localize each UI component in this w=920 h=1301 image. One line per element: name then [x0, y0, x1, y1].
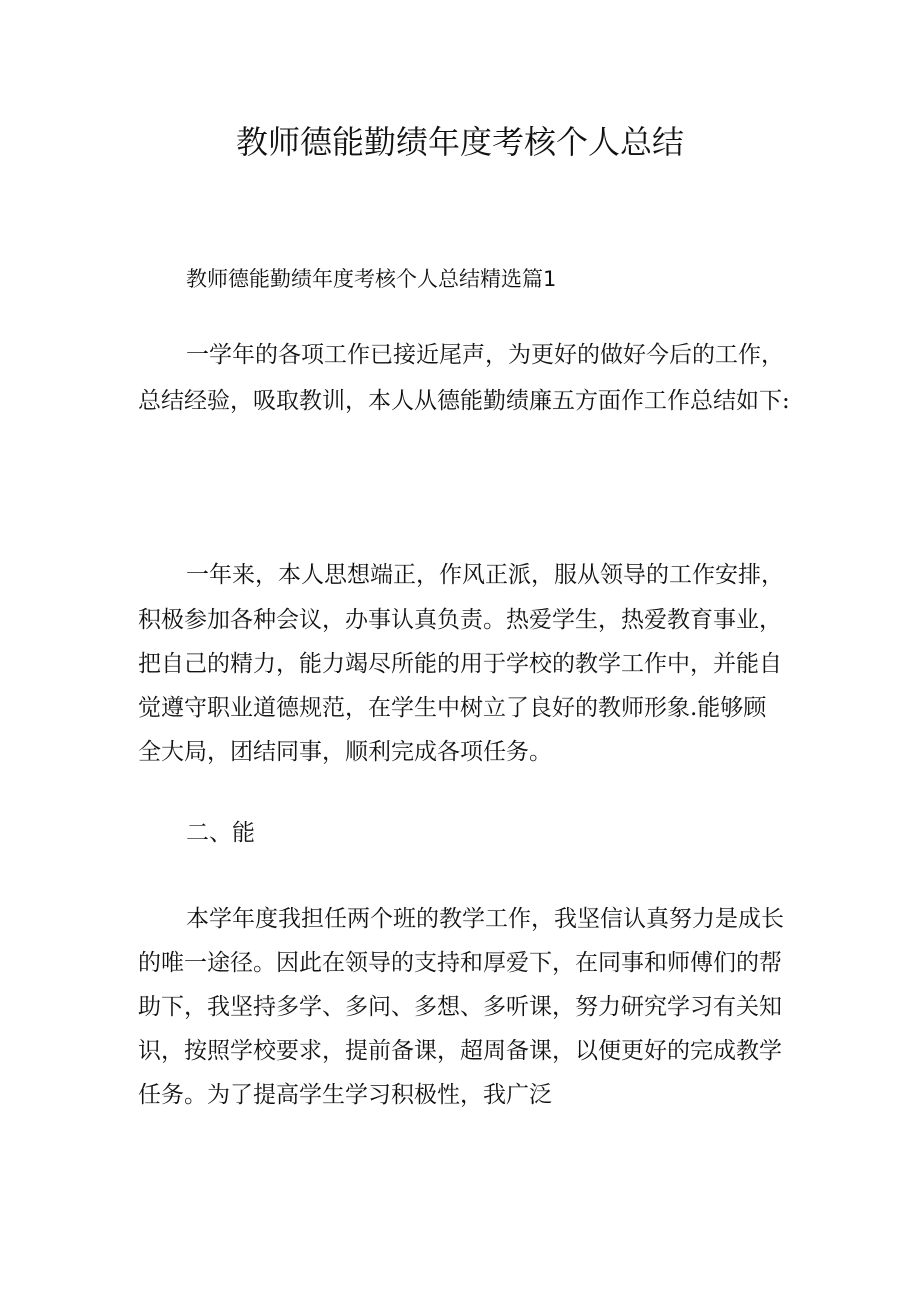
paragraph-1-line-1: 一学年的各项工作已接近尾声，为更好的做好今后的工作， — [186, 342, 784, 368]
paragraph-4-line-3: 助下，我坚持多学、多问、多想、多听课，努力研究学习有关知 — [138, 994, 782, 1020]
section-heading-neng: 二、能 — [186, 820, 255, 846]
document-title: 教师德能勤绩年度考核个人总结 — [235, 123, 684, 161]
paragraph-2-line-5: 全大局，团结同事，顺利完成各项任务。 — [138, 739, 552, 765]
paragraph-1-line-2: 总结经验，吸取教训，本人从德能勤绩廉五方面作工作总结如下: — [138, 388, 790, 414]
paragraph-2-line-4: 觉遵守职业道德规范，在学生中树立了良好的教师形象.能够顾 — [138, 695, 767, 721]
paragraph-2-line-2: 积极参加各种会议，办事认真负责。热爱学生，热爱教育事业， — [138, 607, 782, 633]
paragraph-4-line-5: 任务。为了提高学生学习积极性，我广泛 — [138, 1082, 552, 1108]
paragraph-2-line-1: 一年来，本人思想端正，作风正派，服从领导的工作安排， — [186, 562, 784, 588]
paragraph-4-line-4: 识，按照学校要求，提前备课，超周备课，以便更好的完成教学 — [138, 1038, 782, 1064]
paragraph-4-line-1: 本学年度我担任两个班的教学工作，我坚信认真努力是成长 — [186, 906, 784, 932]
paragraph-2-line-3: 把自己的精力，能力竭尽所能的用于学校的教学工作中，并能自 — [138, 651, 782, 677]
paragraph-4-line-2: 的唯一途径。因此在领导的支持和厚爱下，在同事和师傅们的帮 — [138, 950, 782, 976]
section-subtitle: 教师德能勤绩年度考核个人总结精选篇1 — [186, 267, 557, 291]
